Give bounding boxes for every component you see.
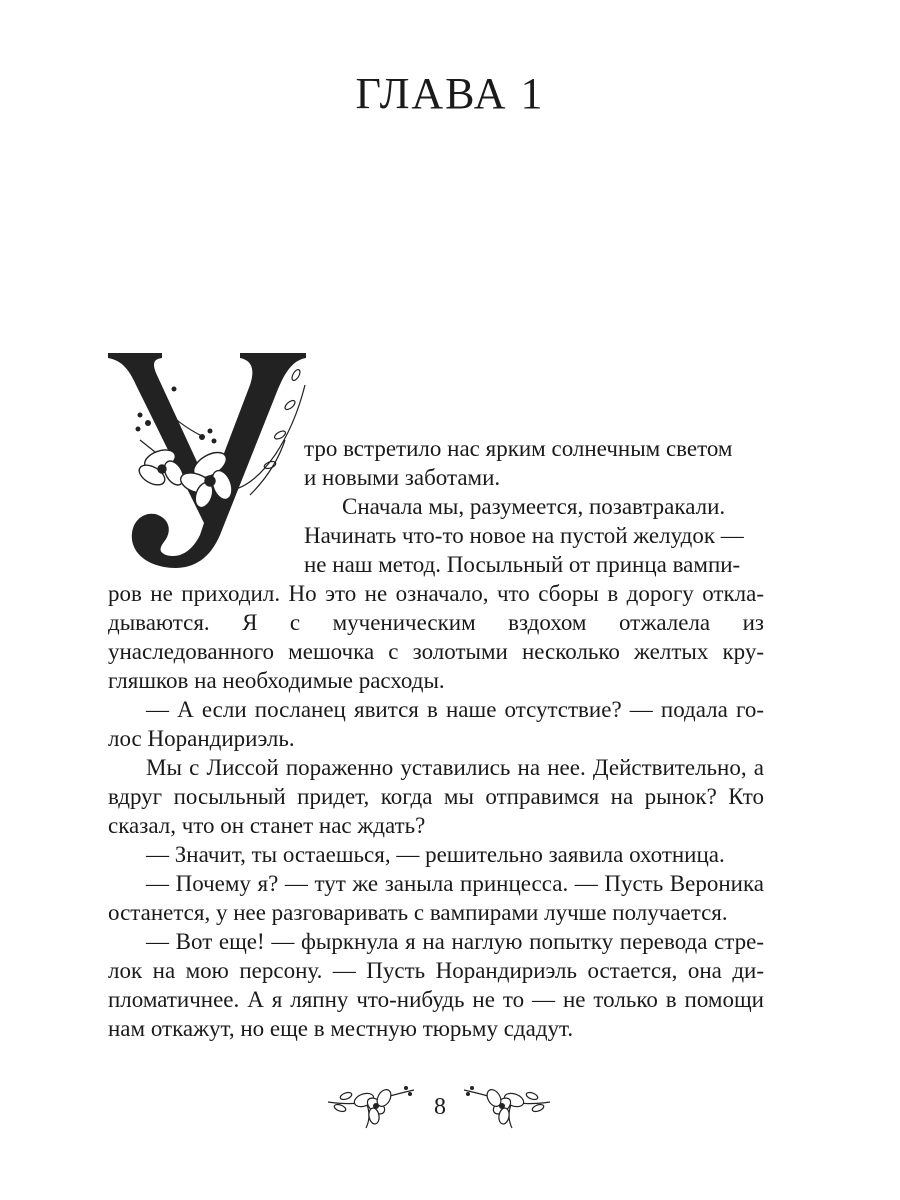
paragraph-line: Сначала мы, разумеется, позавтракали. (342, 494, 726, 519)
paragraph-line: Начинать что-то новое на пустой желудок — (304, 523, 744, 548)
paragraph-line: тро встретило нас ярким солнечным светом (304, 436, 733, 461)
floral-ornament-icon (326, 1076, 416, 1132)
chapter-title: ГЛАВА 1 (355, 69, 545, 118)
paragraph: ров не приходил. Но это не означало, что сборы в дорогу откла-дываются. Я с мученическим вздохом отжалела из унаследованного мешочка с золотыми несколько желтых кру-гляшков на необходимые расходы. (108, 581, 764, 693)
floral-ornament-icon (462, 1076, 552, 1132)
paragraph: — Почему я? — тут же заныла принцесса. — Пусть Вероника останется, у нее разговаривать с вампирами лучше получается. (108, 871, 764, 925)
paragraph: — Вот еще! — фыркнула я на наглую попытку перевода стре-лок на мою персону. — Пусть Норандириэль остается, она ди-пломатичнее. А я ляпну что-нибудь не то — не только в помощи нам откажут, но еще в местную тюрьму сдадут. (108, 929, 764, 1041)
paragraph-line: и новыми заботами. (304, 465, 501, 490)
page-footer (0, 1070, 900, 1140)
paragraph: — А если посланец явится в наше отсутствие? — подала го-лос Норандириэль. (108, 697, 764, 751)
paragraph: Мы с Лиссой пораженно уставились на нее. Действительно, а вдруг посыльный придет, когда мы отправимся на рынок? Кто сказал, что он станет нас ждать? (108, 755, 764, 838)
paragraph-line: не наш метод. Посыльный от принца вампи- (304, 552, 741, 577)
chapter-body-text (108, 434, 764, 1043)
paragraph: — Значит, ты остаешься, — решительно заявила охотница. (146, 842, 725, 867)
page-number: 8 (434, 1094, 446, 1120)
